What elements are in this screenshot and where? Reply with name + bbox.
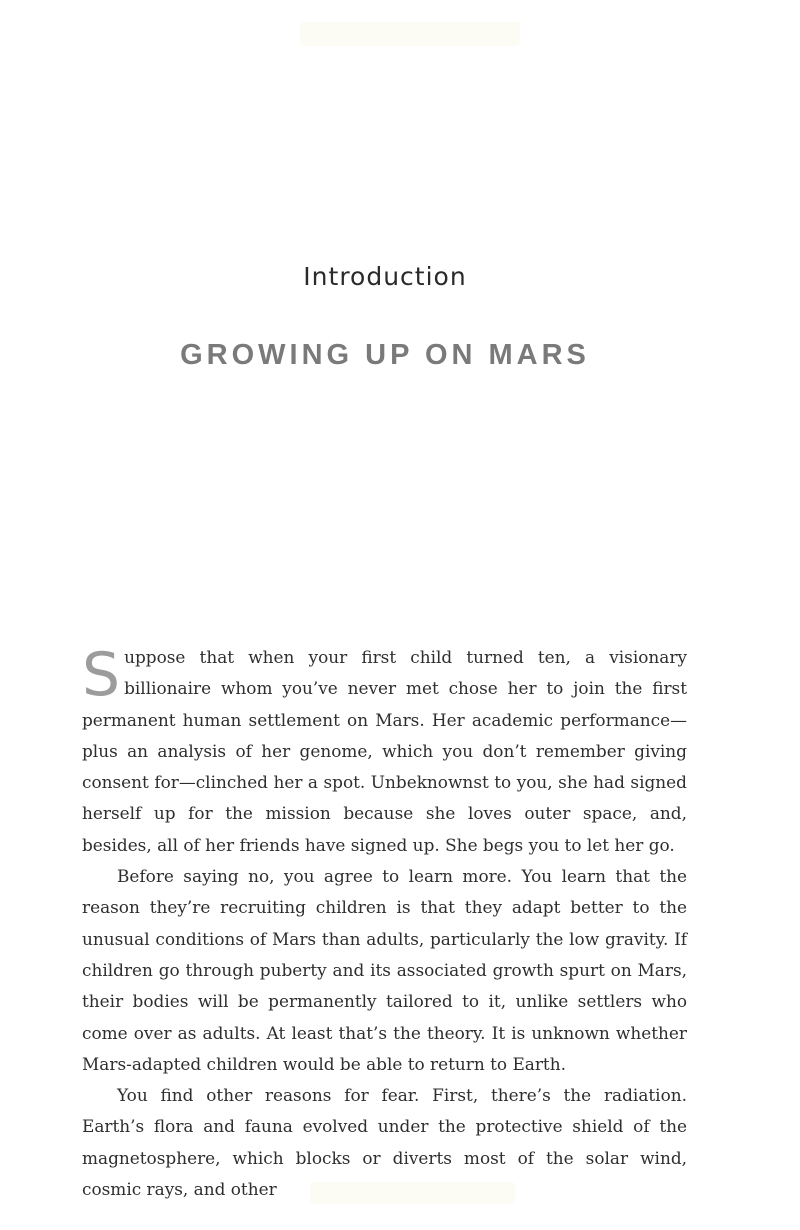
paragraph-1-text: uppose that when your first child turned ten, a visionary billionaire whom you’ve never met chose her to join the first permanent human settlement on Mars. Her academic performance—plus an analysis of her genome, which you don’t remember giving consent for—clinched her a spot. Unbeknownst to you, she had signed herself up for the mission because she loves outer space, and, besides, all of her friends have signed up. She begs you to let her go.: [82, 647, 687, 855]
page-header-band: [300, 22, 520, 46]
drop-cap: S: [82, 640, 121, 710]
page-footer-band: [310, 1182, 515, 1204]
body-text: [82, 642, 687, 1205]
chapter-label: Introduction: [303, 262, 467, 291]
chapter-title: GROWING UP ON MARS: [180, 339, 590, 371]
paragraph-1: [82, 642, 687, 861]
paragraph-3: You find other reasons for fear. First, there’s the radiation. Earth’s flora and fauna evolved under the protective shield of the magnetosphere, which blocks or diverts most of the solar wind, cosmic rays, and other: [82, 1085, 687, 1200]
paragraph-2: Before saying no, you agree to learn more. You learn that the reason they’re recruiting children is that they adapt better to the unusual conditions of Mars than adults, particularly the low gravity. If children go through puberty and its associated growth spurt on Mars, their bodies will be permanently tailored to it, unlike settlers who come over as adults. At least that’s the theory. It is unknown whether Mars-adapted children would be able to return to Earth.: [82, 866, 687, 1074]
